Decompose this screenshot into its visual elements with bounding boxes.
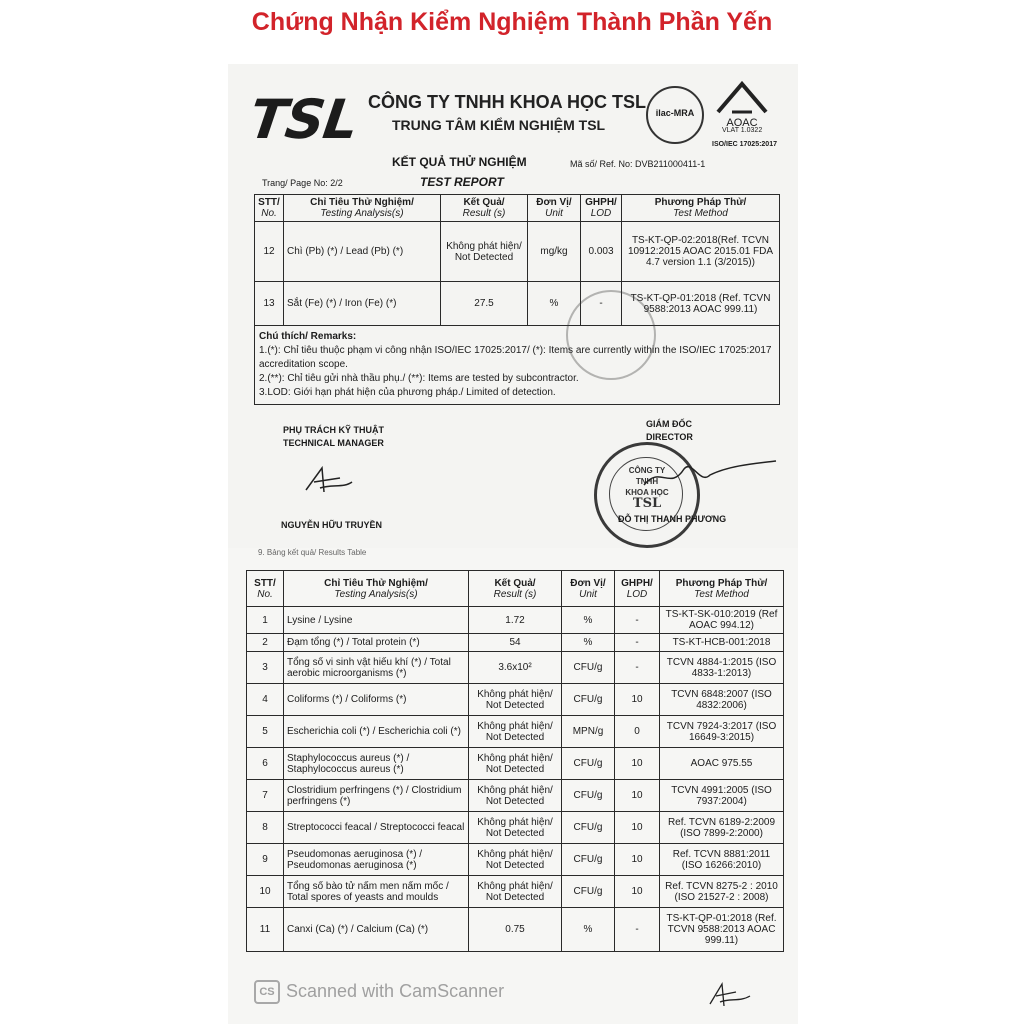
cell-analysis: Đạm tổng (*) / Total protein (*) xyxy=(284,634,469,652)
cell-unit: CFU/g xyxy=(562,748,615,780)
cell-lod: - xyxy=(615,652,660,684)
cell-lod: 10 xyxy=(615,844,660,876)
col-result-label: Kết Quả/ xyxy=(494,577,536,589)
stamp-line-1: CÔNG TY xyxy=(628,466,666,475)
table-row xyxy=(247,876,784,908)
table-header-row xyxy=(247,571,784,607)
director-name: ĐỖ THỊ THANH PHƯƠNG xyxy=(618,514,727,524)
cell-result: 0.75 xyxy=(469,908,562,952)
remark-2: 2.(**): Chỉ tiêu gửi nhà thầu phụ./ (**): Items are tested by subcontractor. xyxy=(259,373,579,384)
cell-method: Ref. TCVN 8881:2011 (ISO 16266:2010) xyxy=(660,844,784,876)
col-analysis-label: Chỉ Tiêu Thử Nghiệm/ xyxy=(324,577,428,589)
cell-no: 10 xyxy=(247,876,284,908)
table-header-row xyxy=(255,195,780,222)
cell-result: Không phát hiện/ Not Detected xyxy=(441,222,528,282)
col-stt xyxy=(247,571,284,607)
cell-no: 3 xyxy=(247,652,284,684)
col-result xyxy=(469,571,562,607)
results-table-top xyxy=(254,194,780,405)
report-title-en: TEST REPORT xyxy=(420,175,504,189)
cell-no: 1 xyxy=(247,607,284,634)
col-stt-en: No. xyxy=(261,208,277,219)
cell-analysis: Chì (Pb) (*) / Lead (Pb) (*) xyxy=(284,222,441,282)
cell-no: 6 xyxy=(247,748,284,780)
cell-analysis: Streptococci feacal / Streptococci feacal xyxy=(284,812,469,844)
cell-result: Không phát hiện/ Not Detected xyxy=(469,780,562,812)
report-ref-no: Mã số/ Ref. No: DVB211000411-1 xyxy=(570,159,706,169)
table-row xyxy=(247,652,784,684)
col-lod xyxy=(615,571,660,607)
table-row xyxy=(247,748,784,780)
camscanner-logo-icon: CS xyxy=(254,980,280,1004)
remarks-title: Chú thích/ Remarks: xyxy=(259,331,357,342)
cell-unit: MPN/g xyxy=(562,716,615,748)
cell-no: 8 xyxy=(247,812,284,844)
cell-analysis: Sắt (Fe) (*) / Iron (Fe) (*) xyxy=(284,282,441,326)
cell-lod: 10 xyxy=(615,780,660,812)
col-lod-en: LOD xyxy=(590,208,612,219)
report-page-no: Trang/ Page No: 2/2 xyxy=(262,178,343,188)
cell-lod: 10 xyxy=(615,684,660,716)
remarks-cell xyxy=(255,326,780,405)
col-lod-label: GHPH/ xyxy=(585,197,617,208)
cell-method: TS-KT-SK-010:2019 (Ref AOAC 994.12) xyxy=(660,607,784,634)
table-row xyxy=(255,222,780,282)
table-row xyxy=(247,607,784,634)
stamp-line-4: TSL xyxy=(632,496,662,511)
cell-lod: 0.003 xyxy=(581,222,622,282)
col-stt xyxy=(255,195,284,222)
cell-lod: - xyxy=(581,282,622,326)
cell-analysis: Staphylococcus aureus (*) / Staphylococcus aureus (*) xyxy=(284,748,469,780)
stamp-line-2: TNHH xyxy=(635,477,659,486)
col-unit-label: Đơn Vị/ xyxy=(570,577,606,589)
col-method-en: Test Method xyxy=(673,208,728,219)
cell-no: 2 xyxy=(247,634,284,652)
cell-method: AOAC 975.55 xyxy=(660,748,784,780)
vlat-label: VLAT 1.0322 xyxy=(722,127,763,134)
aoac-triangle-icon xyxy=(712,80,772,114)
col-stt-en: No. xyxy=(257,588,273,600)
cell-lod: 10 xyxy=(615,876,660,908)
aoac-logo xyxy=(712,80,772,128)
cell-no: 4 xyxy=(247,684,284,716)
table-row xyxy=(247,844,784,876)
cell-method: Ref. TCVN 6189-2:2009 (ISO 7899-2:2000) xyxy=(660,812,784,844)
cell-analysis: Canxi (Ca) (*) / Calcium (Ca) (*) xyxy=(284,908,469,952)
cell-result: 27.5 xyxy=(441,282,528,326)
col-unit-en: Unit xyxy=(545,208,563,219)
cell-unit: % xyxy=(562,607,615,634)
cell-analysis: Coliforms (*) / Coliforms (*) xyxy=(284,684,469,716)
cell-result: Không phát hiện/ Not Detected xyxy=(469,812,562,844)
cell-no: 12 xyxy=(255,222,284,282)
report-title-vi: KẾT QUẢ THỬ NGHIỆM xyxy=(392,155,527,169)
cell-result: 1.72 xyxy=(469,607,562,634)
cell-unit: mg/kg xyxy=(528,222,581,282)
ilac-mra-seal xyxy=(646,86,704,144)
col-analysis-en: Testing Analysis(s) xyxy=(320,208,404,219)
col-stt-label: STT/ xyxy=(254,577,276,589)
stamp-line-3: KHOA HỌC xyxy=(625,488,669,497)
company-name: CÔNG TY TNHH KHOA HỌC TSL xyxy=(368,92,646,112)
cell-lod: - xyxy=(615,908,660,952)
cell-no: 9 xyxy=(247,844,284,876)
director-signature-icon xyxy=(640,455,780,495)
col-result xyxy=(441,195,528,222)
remark-1: 1.(*): Chỉ tiêu thuộc phạm vi công nhận ISO/IEC 17025:2017/ (*): Items are currently within the ISO/IEC 17025:2017 accreditation scope. xyxy=(259,345,772,370)
company-stamp-faint xyxy=(566,290,656,380)
aoac-label: AOAC xyxy=(726,117,758,129)
bottom-signature-icon xyxy=(706,980,756,1010)
cell-unit: % xyxy=(562,908,615,952)
cell-lod: - xyxy=(615,607,660,634)
results-table-bottom xyxy=(246,570,784,952)
cell-analysis: Escherichia coli (*) / Escherichia coli (*) xyxy=(284,716,469,748)
col-lod xyxy=(581,195,622,222)
cell-analysis: Tổng số vi sinh vật hiếu khí (*) / Total aerobic microorganisms (*) xyxy=(284,652,469,684)
col-lod-en: LOD xyxy=(626,588,648,600)
cell-result: Không phát hiện/ Not Detected xyxy=(469,876,562,908)
col-analysis xyxy=(284,195,441,222)
tsl-logo: TSL xyxy=(245,88,362,151)
remarks-row xyxy=(255,326,780,405)
cell-result: 3.6x10² xyxy=(469,652,562,684)
col-result-en: Result (s) xyxy=(493,588,537,600)
cell-no: 13 xyxy=(255,282,284,326)
cell-no: 11 xyxy=(247,908,284,952)
tech-manager-title-en: TECHNICAL MANAGER xyxy=(283,438,384,448)
page-banner-title: Chứng Nhận Kiểm Nghiệm Thành Phần Yến xyxy=(251,8,773,36)
cell-unit: CFU/g xyxy=(562,780,615,812)
cell-unit: CFU/g xyxy=(562,812,615,844)
cell-no: 5 xyxy=(247,716,284,748)
table-row xyxy=(247,908,784,952)
cell-method: TS-KT-QP-02:2018(Ref. TCVN 10912:2015 AOAC 2015.01 FDA 4.7 version 1.1 (3/2015)) xyxy=(622,222,780,282)
cell-result: Không phát hiện/ Not Detected xyxy=(469,716,562,748)
cell-unit: CFU/g xyxy=(562,844,615,876)
cell-unit: CFU/g xyxy=(562,876,615,908)
cell-result: Không phát hiện/ Not Detected xyxy=(469,684,562,716)
col-method xyxy=(622,195,780,222)
col-lod-label: GHPH/ xyxy=(621,577,653,589)
table-row xyxy=(247,780,784,812)
cell-unit: % xyxy=(528,282,581,326)
tech-manager-signature-icon xyxy=(300,462,360,498)
ilac-mra-label: ilac-MRA xyxy=(655,108,695,118)
col-method-label: Phương Pháp Thử/ xyxy=(675,577,768,589)
cell-lod: 0 xyxy=(615,716,660,748)
cell-analysis: Lysine / Lysine xyxy=(284,607,469,634)
col-analysis-label: Chỉ Tiêu Thử Nghiệm/ xyxy=(310,197,414,208)
col-analysis xyxy=(284,571,469,607)
col-unit-en: Unit xyxy=(579,588,597,600)
cell-method: TS-KT-QP-01:2018 (Ref. TCVN 9588:2013 AOAC 999.11) xyxy=(622,282,780,326)
cell-method: TS-KT-QP-01:2018 (Ref. TCVN 9588:2013 AOAC 999.11) xyxy=(660,908,784,952)
table-row xyxy=(247,634,784,652)
cell-method: TCVN 4991:2005 (ISO 7937:2004) xyxy=(660,780,784,812)
cell-analysis: Tổng số bào tử nấm men nấm mốc / Total spores of yeasts and moulds xyxy=(284,876,469,908)
cell-no: 7 xyxy=(247,780,284,812)
cell-lod: 10 xyxy=(615,812,660,844)
cell-unit: % xyxy=(562,634,615,652)
remark-3: 3.LOD: Giới hạn phát hiện của phương pháp./ Limited of detection. xyxy=(259,387,556,398)
col-stt-label: STT/ xyxy=(258,197,280,208)
cell-method: Ref. TCVN 8275-2 : 2010 (ISO 21527-2 : 2008) xyxy=(660,876,784,908)
cell-method: TCVN 4884-1:2015 (ISO 4833-1:2013) xyxy=(660,652,784,684)
col-method xyxy=(660,571,784,607)
cell-result: 54 xyxy=(469,634,562,652)
cell-unit: CFU/g xyxy=(562,652,615,684)
director-title-en: DIRECTOR xyxy=(646,432,693,442)
cell-result: Không phát hiện/ Not Detected xyxy=(469,748,562,780)
cell-lod: 10 xyxy=(615,748,660,780)
cell-lod: - xyxy=(615,634,660,652)
col-result-label: Kết Quả/ xyxy=(463,197,505,208)
col-unit xyxy=(528,195,581,222)
cell-method: TCVN 6848:2007 (ISO 4832:2006) xyxy=(660,684,784,716)
cell-method: TCVN 7924-3:2017 (ISO 16649-3:2015) xyxy=(660,716,784,748)
iso-label: ISO/IEC 17025:2017 xyxy=(712,141,777,148)
cell-method: TS-KT-HCB-001:2018 xyxy=(660,634,784,652)
table-row xyxy=(255,282,780,326)
tech-manager-name: NGUYỄN HỮU TRUYỀN xyxy=(281,520,382,530)
center-name: TRUNG TÂM KIỂM NGHIỆM TSL xyxy=(392,117,606,133)
results-table-heading: 9. Bảng kết quả/ Results Table xyxy=(258,548,367,557)
cell-result: Không phát hiện/ Not Detected xyxy=(469,844,562,876)
cell-analysis: Pseudomonas aeruginosa (*) / Pseudomonas aeruginosa (*) xyxy=(284,844,469,876)
camscanner-watermark: Scanned with CamScanner xyxy=(286,981,505,1001)
tech-manager-title-vi: PHỤ TRÁCH KỸ THUẬT xyxy=(283,425,384,435)
director-title-vi: GIÁM ĐỐC xyxy=(646,419,692,429)
col-result-en: Result (s) xyxy=(462,208,506,219)
cell-analysis: Clostridium perfringens (*) / Clostridium perfringens (*) xyxy=(284,780,469,812)
cell-unit: CFU/g xyxy=(562,684,615,716)
col-analysis-en: Testing Analysis(s) xyxy=(334,588,418,600)
col-unit xyxy=(562,571,615,607)
col-method-en: Test Method xyxy=(694,588,749,600)
table-row xyxy=(247,716,784,748)
table-row xyxy=(247,812,784,844)
table-row xyxy=(247,684,784,716)
col-unit-label: Đơn Vị/ xyxy=(536,197,572,208)
col-method-label: Phương Pháp Thử/ xyxy=(654,197,747,208)
